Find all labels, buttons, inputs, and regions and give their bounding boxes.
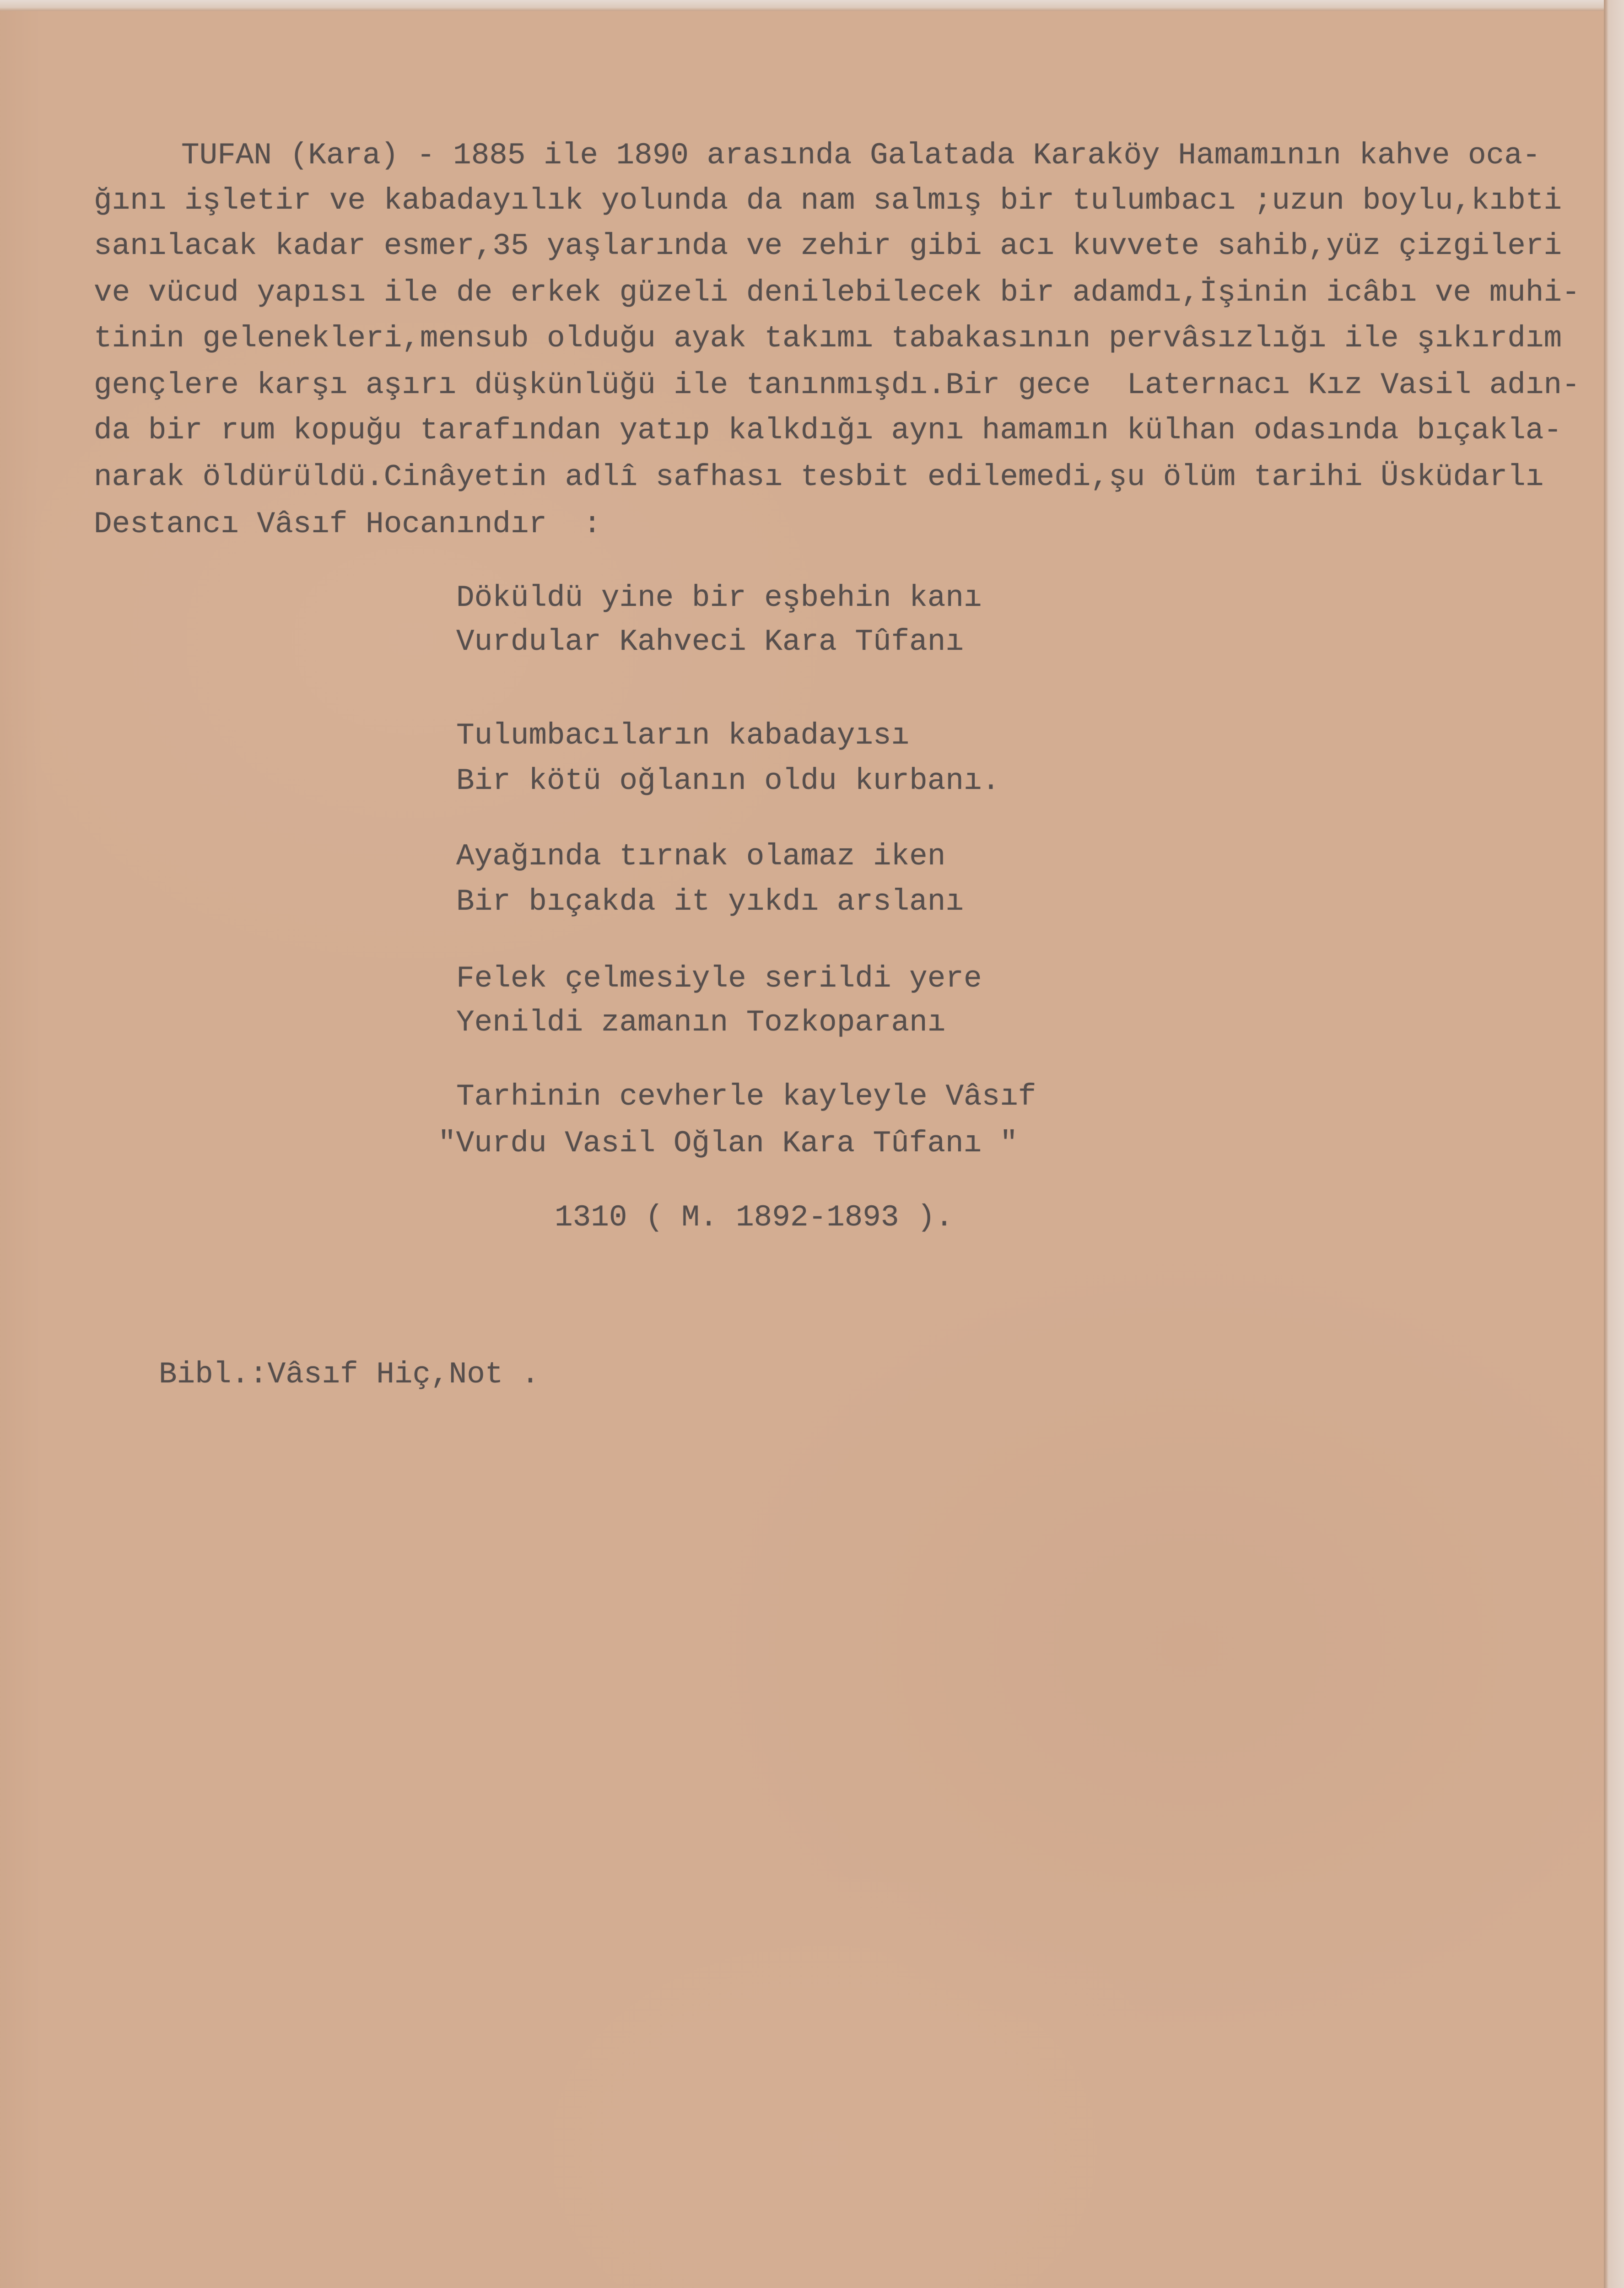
paragraph-line: sanılacak kadar esmer,35 yaşlarında ve zehir gibi acı kuvvete sahib,yüz çizgileri	[94, 229, 1562, 263]
paragraph-line: TUFAN (Kara) - 1885 ile 1890 arasında Galatada Karaköy Hamamının kahve oca-	[181, 138, 1541, 173]
poem-line: Tarhinin cevherle kayleyle Vâsıf	[456, 1079, 1036, 1114]
poem-line: "Vurdu Vasil Oğlan Kara Tûfanı "	[438, 1126, 1018, 1160]
paragraph-line: da bir rum kopuğu tarafından yatıp kalkdığı aynı hamamın külhan odasında bıçakla-	[94, 413, 1562, 448]
paragraph-line: Destancı Vâsıf Hocanındır :	[94, 507, 601, 541]
paragraph-line: narak öldürüldü.Cinâyetin adlî safhası tesbit edilemedi,şu ölüm tarihi Üsküdarlı	[94, 460, 1544, 494]
poem-line: Vurdular Kahveci Kara Tûfanı	[456, 625, 964, 659]
paper-top-edge	[0, 0, 1624, 11]
paragraph-line: ve vücud yapısı ile de erkek güzeli denilebilecek bir adamdı,İşinin icâbı ve muhi-	[94, 275, 1580, 310]
paper-right-edge	[1604, 0, 1624, 2288]
poem-line: Bir kötü oğlanın oldu kurbanı.	[456, 764, 1000, 798]
poem-line: Felek çelmesiyle serildi yere	[456, 961, 982, 996]
bibliography-note: Bibl.:Vâsıf Hiç,Not .	[159, 1357, 540, 1392]
poem-line: Bir bıçakda it yıkdı arslanı	[456, 885, 964, 919]
poem-line: Döküldü yine bir eşbehin kanı	[456, 581, 982, 615]
poem-line: Ayağında tırnak olamaz iken	[456, 839, 946, 874]
poem-line: Yenildi zamanın Tozkoparanı	[456, 1005, 946, 1040]
paragraph-line: tinin gelenekleri,mensub olduğu ayak takımı tabakasının pervâsızlığı ile şıkırdım	[94, 321, 1562, 356]
poem-line: Tulumbacıların kabadayısı	[456, 718, 910, 753]
paragraph-line: ğını işletir ve kabadayılık yolunda da nam salmış bir tulumbacı ;uzun boylu,kıbti	[94, 183, 1562, 218]
chronogram-date: 1310 ( M. 1892-1893 ).	[555, 1200, 954, 1235]
paragraph-line: gençlere karşı aşırı düşkünlüğü ile tanınmışdı.Bir gece Laternacı Kız Vasil adın-	[94, 368, 1580, 402]
